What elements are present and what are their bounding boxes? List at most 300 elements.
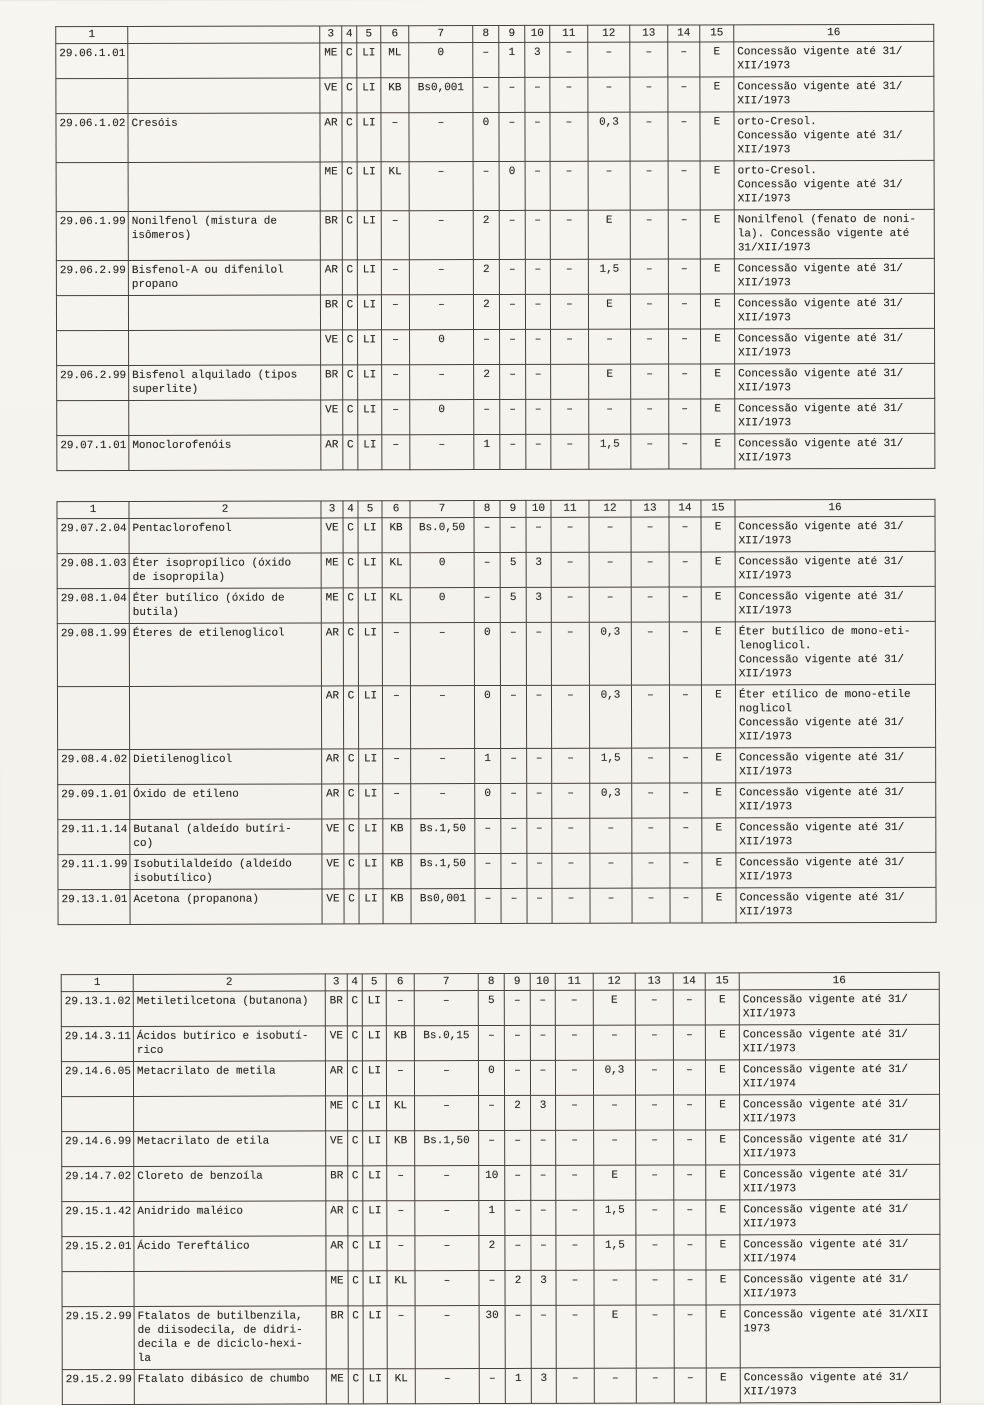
col13-cell: – <box>636 1305 674 1368</box>
col13-cell: – <box>631 399 669 434</box>
col12-cell: – <box>594 1095 636 1130</box>
col12-cell: – <box>588 42 630 77</box>
col12-cell: – <box>588 161 630 210</box>
product-cell: Monoclorofenóis <box>129 435 321 471</box>
code-cell: 29.11.1.99 <box>58 854 130 889</box>
col4-cell: C <box>348 1131 363 1166</box>
country-cell: AR <box>322 749 344 784</box>
product-cell: Isobutilaldeído (aldeído isobutílico) <box>130 854 322 890</box>
code-cell: 29.15.1.42 <box>62 1201 134 1236</box>
col13-cell: – <box>630 112 668 161</box>
col5-cell: LI <box>358 686 382 749</box>
col12-cell: E <box>589 364 631 399</box>
col6-cell: – <box>381 211 409 260</box>
col15-cell: E <box>700 259 734 294</box>
col10-cell: – <box>527 783 552 818</box>
column-header-5: 5 <box>358 501 382 518</box>
code-cell: 29.15.2.99 <box>62 1306 134 1369</box>
table-row <box>58 852 936 889</box>
col9-cell: 0 <box>499 161 525 210</box>
table-row <box>61 1059 939 1096</box>
table-row <box>57 621 935 686</box>
col13-cell: – <box>635 1025 673 1060</box>
col15-cell: E <box>701 399 735 434</box>
table-row <box>62 1199 940 1236</box>
code-cell: 29.13.1.01 <box>58 889 130 924</box>
col13-cell: – <box>636 1130 674 1165</box>
col14-cell: – <box>668 112 700 161</box>
col11-cell: – <box>556 1368 594 1403</box>
col4-cell: C <box>348 1096 363 1131</box>
col13-cell: – <box>630 161 668 210</box>
product-cell: Metacrilato de etila <box>134 1131 326 1167</box>
product-cell: Anidrido maléico <box>134 1201 326 1237</box>
col6-cell: – <box>381 295 409 330</box>
col12-cell: – <box>589 329 631 364</box>
col8-cell: 5 <box>478 990 504 1025</box>
tariff-cell: – <box>409 211 473 260</box>
code-cell <box>56 295 128 330</box>
col10-cell: – <box>526 329 551 364</box>
note-cell: Nonilfenol (fenato de noni- la). Concessão vigente até 31/XII/1973 <box>734 209 934 259</box>
col13-cell: – <box>630 259 668 294</box>
col15-cell: E <box>702 888 736 923</box>
note-cell: Éter etílico de mono-etile noglicol Concessão vigente até 31/ XII/1973 <box>735 684 935 748</box>
table-row <box>62 1094 940 1131</box>
col8-cell: 2 <box>473 294 499 329</box>
col13-cell: – <box>635 1060 673 1095</box>
col11-cell: – <box>555 1060 593 1095</box>
col15-cell: E <box>705 1025 739 1060</box>
col5-cell: LI <box>358 588 382 623</box>
col12-cell: 0,3 <box>589 622 631 685</box>
col14-cell: – <box>668 42 700 77</box>
col13-cell: – <box>631 552 669 587</box>
country-cell: ME <box>320 162 342 211</box>
table-row <box>62 1234 940 1271</box>
tariff-cell: Bs.1,50 <box>411 854 475 889</box>
col12-cell: E <box>593 990 635 1025</box>
col9-cell: 2 <box>505 1270 531 1305</box>
product-cell <box>128 43 320 79</box>
column-header-5: 5 <box>357 26 381 43</box>
col10-cell: – <box>525 161 550 210</box>
col15-cell: E <box>702 853 736 888</box>
col6-cell: KL <box>382 553 410 588</box>
col12-cell: E <box>594 1165 636 1200</box>
table-row <box>61 989 939 1026</box>
col4-cell: C <box>348 1271 363 1306</box>
country-cell: AR <box>320 113 342 162</box>
col5-cell: LI <box>362 991 386 1026</box>
col11-cell: – <box>550 210 588 259</box>
code-cell: 29.07.1.01 <box>57 435 129 470</box>
table-row <box>58 817 936 854</box>
code-cell: 29.06.1.02 <box>56 113 128 162</box>
col9-cell: – <box>501 748 527 783</box>
product-cell: Ftalato dibásico de chumbo <box>134 1369 326 1405</box>
col8-cell: 10 <box>479 1165 505 1200</box>
code-cell: 29.08.1.04 <box>57 588 129 623</box>
col12-cell: – <box>588 77 630 112</box>
col8-cell: – <box>474 399 500 434</box>
col6-cell: KL <box>387 1271 415 1306</box>
table-row <box>58 887 936 924</box>
tariff-cell: – <box>409 113 473 162</box>
country-cell: AR <box>325 1061 347 1096</box>
col8-cell: 30 <box>479 1305 505 1368</box>
code-cell: 29.09.1.01 <box>58 784 130 819</box>
col15-cell: E <box>705 1060 739 1095</box>
table-row <box>62 1367 940 1404</box>
col10-cell: – <box>526 517 551 552</box>
country-cell: BR <box>326 1166 348 1201</box>
col13-cell: – <box>636 1095 674 1130</box>
product-cell: Éter butílico (óxido de butila) <box>129 588 321 624</box>
col11-cell: – <box>556 1165 594 1200</box>
note-cell: Éter butílico de mono-eti- lenoglicol. Concessão vigente até 31/ XII/1973 <box>735 621 935 685</box>
col12-cell: – <box>589 552 631 587</box>
column-header-7: 7 <box>414 974 478 991</box>
note-cell: Concessão vigente até 31/ XII/1973 <box>736 782 936 818</box>
tariff-cell: – <box>415 1271 479 1306</box>
country-cell: BR <box>326 1306 348 1369</box>
country-cell: VE <box>320 78 342 113</box>
col15-cell: E <box>706 1368 740 1403</box>
column-header-9: 9 <box>500 500 526 517</box>
col10-cell: – <box>531 1235 556 1270</box>
column-header-16: 16 <box>734 24 934 42</box>
col15-cell: E <box>700 210 734 259</box>
col15-cell: E <box>700 161 734 210</box>
col12-cell: – <box>590 888 632 923</box>
col11-cell: – <box>556 1305 594 1368</box>
col14-cell: – <box>674 1368 706 1403</box>
col4-cell: C <box>348 1236 363 1271</box>
table-row <box>62 1129 940 1166</box>
col11-cell: – <box>551 399 589 434</box>
col12-cell: – <box>590 853 632 888</box>
table-row <box>57 398 935 435</box>
col14-cell: – <box>670 748 702 783</box>
country-cell: AR <box>326 1236 348 1271</box>
col9-cell: – <box>500 399 526 434</box>
note-cell: Concessão vigente até 31/ XII/1974 <box>740 1234 940 1270</box>
table-row <box>58 782 936 819</box>
col11-cell: – <box>551 552 589 587</box>
col12-cell: – <box>589 587 631 622</box>
col10-cell: – <box>527 748 552 783</box>
col5-cell: LI <box>358 400 382 435</box>
col12-cell: 0,3 <box>588 112 630 161</box>
code-cell: 29.06.2.99 <box>56 260 128 295</box>
col9-cell: – <box>499 112 525 161</box>
col9-cell: – <box>505 1235 531 1270</box>
col15-cell: E <box>706 1130 740 1165</box>
country-cell: AR <box>321 686 343 749</box>
col8-cell: – <box>475 888 501 923</box>
table-row <box>56 111 934 162</box>
col9-cell: – <box>504 1060 530 1095</box>
column-header-3: 3 <box>325 974 347 991</box>
col8-cell: – <box>474 517 500 552</box>
col15-cell: E <box>701 364 735 399</box>
column-header-2: 2 <box>133 974 325 992</box>
col13-cell: – <box>631 517 669 552</box>
col13-cell: – <box>631 434 669 469</box>
note-cell: Concessão vigente até 31/ XII/1973 <box>736 887 936 923</box>
col13-cell: – <box>631 587 669 622</box>
table-row <box>57 433 935 470</box>
col15-cell: E <box>705 990 739 1025</box>
col6-cell: – <box>382 435 410 470</box>
col4-cell: C <box>344 889 359 924</box>
col14-cell: – <box>669 552 701 587</box>
col13-cell: – <box>632 888 670 923</box>
col13-cell: – <box>632 818 670 853</box>
col13-cell: – <box>632 783 670 818</box>
code-cell: 29.06.1.99 <box>56 211 128 260</box>
col9-cell: – <box>501 853 527 888</box>
table-row <box>56 41 934 78</box>
col12-cell: – <box>594 1368 636 1403</box>
country-cell: ME <box>321 588 343 623</box>
col9-cell: – <box>500 329 526 364</box>
column-header-16: 16 <box>739 972 939 990</box>
column-header-13: 13 <box>635 973 673 990</box>
code-cell: 29.14.3.11 <box>61 1026 133 1061</box>
col8-cell: – <box>473 161 499 210</box>
product-cell: Acetona (propanona) <box>130 889 322 925</box>
table-row <box>57 516 935 553</box>
table-row <box>57 328 935 365</box>
product-cell <box>129 686 321 750</box>
col13-cell: – <box>636 1200 674 1235</box>
code-cell: 29.11.1.14 <box>58 819 130 854</box>
col5-cell: LI <box>363 1236 387 1271</box>
col10-cell: – <box>530 1060 555 1095</box>
col9-cell: – <box>499 77 525 112</box>
col6-cell: KL <box>381 162 409 211</box>
col10-cell: – <box>531 1305 556 1368</box>
tariff-cell: – <box>415 1369 479 1404</box>
product-cell: Metacrilato de metila <box>133 1061 325 1097</box>
col14-cell: – <box>668 210 700 259</box>
code-cell: 29.08.4.02 <box>58 749 130 784</box>
col4-cell: C <box>343 365 358 400</box>
code-cell: 29.15.2.99 <box>62 1369 134 1404</box>
tariff-cell: – <box>415 1306 479 1369</box>
table-row <box>61 1024 939 1061</box>
table-row <box>57 684 935 749</box>
col11-cell: – <box>550 77 588 112</box>
col6-cell: KB <box>387 1131 415 1166</box>
col5-cell: LI <box>358 365 382 400</box>
column-header-8: 8 <box>474 500 500 517</box>
note-cell: Concessão vigente até 31/ XII/1973 <box>735 433 935 469</box>
col6-cell: – <box>381 113 409 162</box>
note-cell: Concessão vigente até 31/XII 1973 <box>740 1304 940 1368</box>
tariff-cell: – <box>410 435 474 470</box>
col15-cell: E <box>701 434 735 469</box>
col6-cell: – <box>387 1166 415 1201</box>
col14-cell: – <box>668 259 700 294</box>
col6-cell: – <box>386 991 414 1026</box>
note-cell: Concessão vigente até 31/ XII/1973 <box>734 258 934 294</box>
column-header-14: 14 <box>673 973 705 990</box>
table-row <box>56 293 934 330</box>
col15-cell: E <box>701 587 735 622</box>
col9-cell: – <box>500 364 526 399</box>
col14-cell: – <box>674 1270 706 1305</box>
col4-cell: C <box>344 784 359 819</box>
tariff-cell: – <box>410 686 474 749</box>
note-cell: Concessão vigente até 31/ XII/1973 <box>734 293 934 329</box>
column-header-1: 1 <box>61 974 133 991</box>
product-cell: Éter isopropílico (óxido de isopropila) <box>129 553 321 589</box>
note-cell: Concessão vigente até 31/ XII/1973 <box>740 1164 940 1200</box>
column-header-14: 14 <box>668 25 700 42</box>
col11-cell: – <box>555 990 593 1025</box>
col5-cell: LI <box>357 113 381 162</box>
col8-cell: 1 <box>474 434 500 469</box>
col12-cell: – <box>594 1270 636 1305</box>
table-row <box>57 586 935 623</box>
tariff-cell: – <box>410 365 474 400</box>
col8-cell: 0 <box>474 622 500 685</box>
col14-cell: – <box>673 1060 705 1095</box>
col11-cell: – <box>551 517 589 552</box>
note-cell: Concessão vigente até 31/ XII/1973 <box>735 363 935 399</box>
code-cell: 29.06.1.01 <box>56 43 128 78</box>
tariff-cell: 0 <box>410 330 474 365</box>
col14-cell: – <box>673 1025 705 1060</box>
col12-cell: – <box>594 1130 636 1165</box>
tariff-cell: Bs.0,50 <box>410 518 474 553</box>
col4-cell: C <box>344 819 359 854</box>
col5-cell: LI <box>358 623 382 686</box>
column-header-8: 8 <box>473 25 499 42</box>
column-header-6: 6 <box>386 974 414 991</box>
tariff-cell: Bs.0,15 <box>414 1026 478 1061</box>
col15-cell: E <box>706 1095 740 1130</box>
col11-cell: – <box>552 818 590 853</box>
col4-cell: C <box>344 854 359 889</box>
col12-cell: 0,3 <box>590 783 632 818</box>
product-cell <box>128 295 320 331</box>
country-cell: VE <box>322 854 344 889</box>
col11-cell: – <box>551 329 589 364</box>
product-cell: Butanal (aldeído butíri- co) <box>130 819 322 855</box>
col9-cell: – <box>499 210 525 259</box>
col8-cell: 0 <box>474 685 500 748</box>
note-cell: Concessão vigente até 31/ XII/1973 <box>736 747 936 783</box>
tariff-cell: – <box>415 1096 479 1131</box>
col10-cell: – <box>526 622 551 685</box>
col6-cell: – <box>381 260 409 295</box>
column-header-12: 12 <box>593 973 635 990</box>
col11-cell: – <box>552 888 590 923</box>
tariff-cell: – <box>410 623 474 686</box>
product-cell: Bisfenol-A ou difenilol propano <box>128 260 320 296</box>
col14-cell: – <box>668 77 700 112</box>
note-cell: Concessão vigente até 31/ XII/1973 <box>740 1094 940 1130</box>
col6-cell: – <box>387 1306 415 1369</box>
col8-cell: – <box>473 77 499 112</box>
col14-cell: – <box>669 685 701 748</box>
col11-cell: – <box>552 783 590 818</box>
col4-cell: C <box>343 623 358 686</box>
col10-cell: – <box>525 210 550 259</box>
col11-cell: – <box>550 161 588 210</box>
col11-cell: – <box>556 1130 594 1165</box>
column-header-9: 9 <box>504 973 530 990</box>
col5-cell: LI <box>357 260 381 295</box>
table-row <box>62 1269 940 1306</box>
code-cell: 29.13.1.02 <box>61 991 133 1026</box>
col5-cell: LI <box>363 1166 387 1201</box>
col12-cell: – <box>590 818 632 853</box>
note-cell: Concessão vigente até 31/ XII/1974 <box>739 1059 939 1095</box>
col11-cell: – <box>550 42 588 77</box>
col4-cell: C <box>343 686 358 749</box>
product-cell: Dietilenoglicol <box>130 749 322 785</box>
col6-cell: – <box>383 784 411 819</box>
col9-cell: – <box>501 783 527 818</box>
col5-cell: LI <box>362 1061 386 1096</box>
country-cell: VE <box>321 330 343 365</box>
concession-table-2 <box>56 499 936 925</box>
concession-table-3 <box>61 972 941 1405</box>
note-cell: Concessão vigente até 31/ XII/1973 <box>734 41 934 77</box>
col6-cell: – <box>386 1061 414 1096</box>
col15-cell: E <box>700 112 734 161</box>
column-header-4: 4 <box>347 974 362 991</box>
col5-cell: LI <box>363 1369 387 1404</box>
col11-cell: – <box>551 685 589 748</box>
col4-cell: C <box>342 260 357 295</box>
column-header-11: 11 <box>550 25 588 42</box>
column-header-7: 7 <box>410 501 474 518</box>
col13-cell: – <box>631 364 669 399</box>
col9-cell: – <box>500 685 526 748</box>
col14-cell: – <box>669 517 701 552</box>
tariff-cell: 0 <box>410 588 474 623</box>
col5-cell: LI <box>357 211 381 260</box>
col9-cell: – <box>501 888 527 923</box>
col6-cell: KB <box>383 819 411 854</box>
column-header-5: 5 <box>362 974 386 991</box>
col9-cell: – <box>500 622 526 685</box>
col10-cell: – <box>527 888 552 923</box>
col13-cell: – <box>636 1270 674 1305</box>
tariff-cell: – <box>409 162 473 211</box>
col6-cell: KL <box>387 1369 415 1404</box>
col6-cell: KL <box>387 1096 415 1131</box>
col9-cell: 1 <box>505 1368 531 1403</box>
country-cell: VE <box>325 1026 347 1061</box>
col11-cell: – <box>551 622 589 685</box>
col4-cell: C <box>344 749 359 784</box>
note-cell: Concessão vigente até 31/ XII/1973 <box>740 1129 940 1165</box>
tariff-cell: – <box>415 1201 479 1236</box>
col8-cell: – <box>475 818 501 853</box>
code-cell: 29.08.1.99 <box>57 623 129 686</box>
country-cell: VE <box>321 400 343 435</box>
col4-cell: C <box>348 1201 363 1236</box>
column-header-11: 11 <box>555 973 593 990</box>
col4-cell: C <box>343 553 358 588</box>
